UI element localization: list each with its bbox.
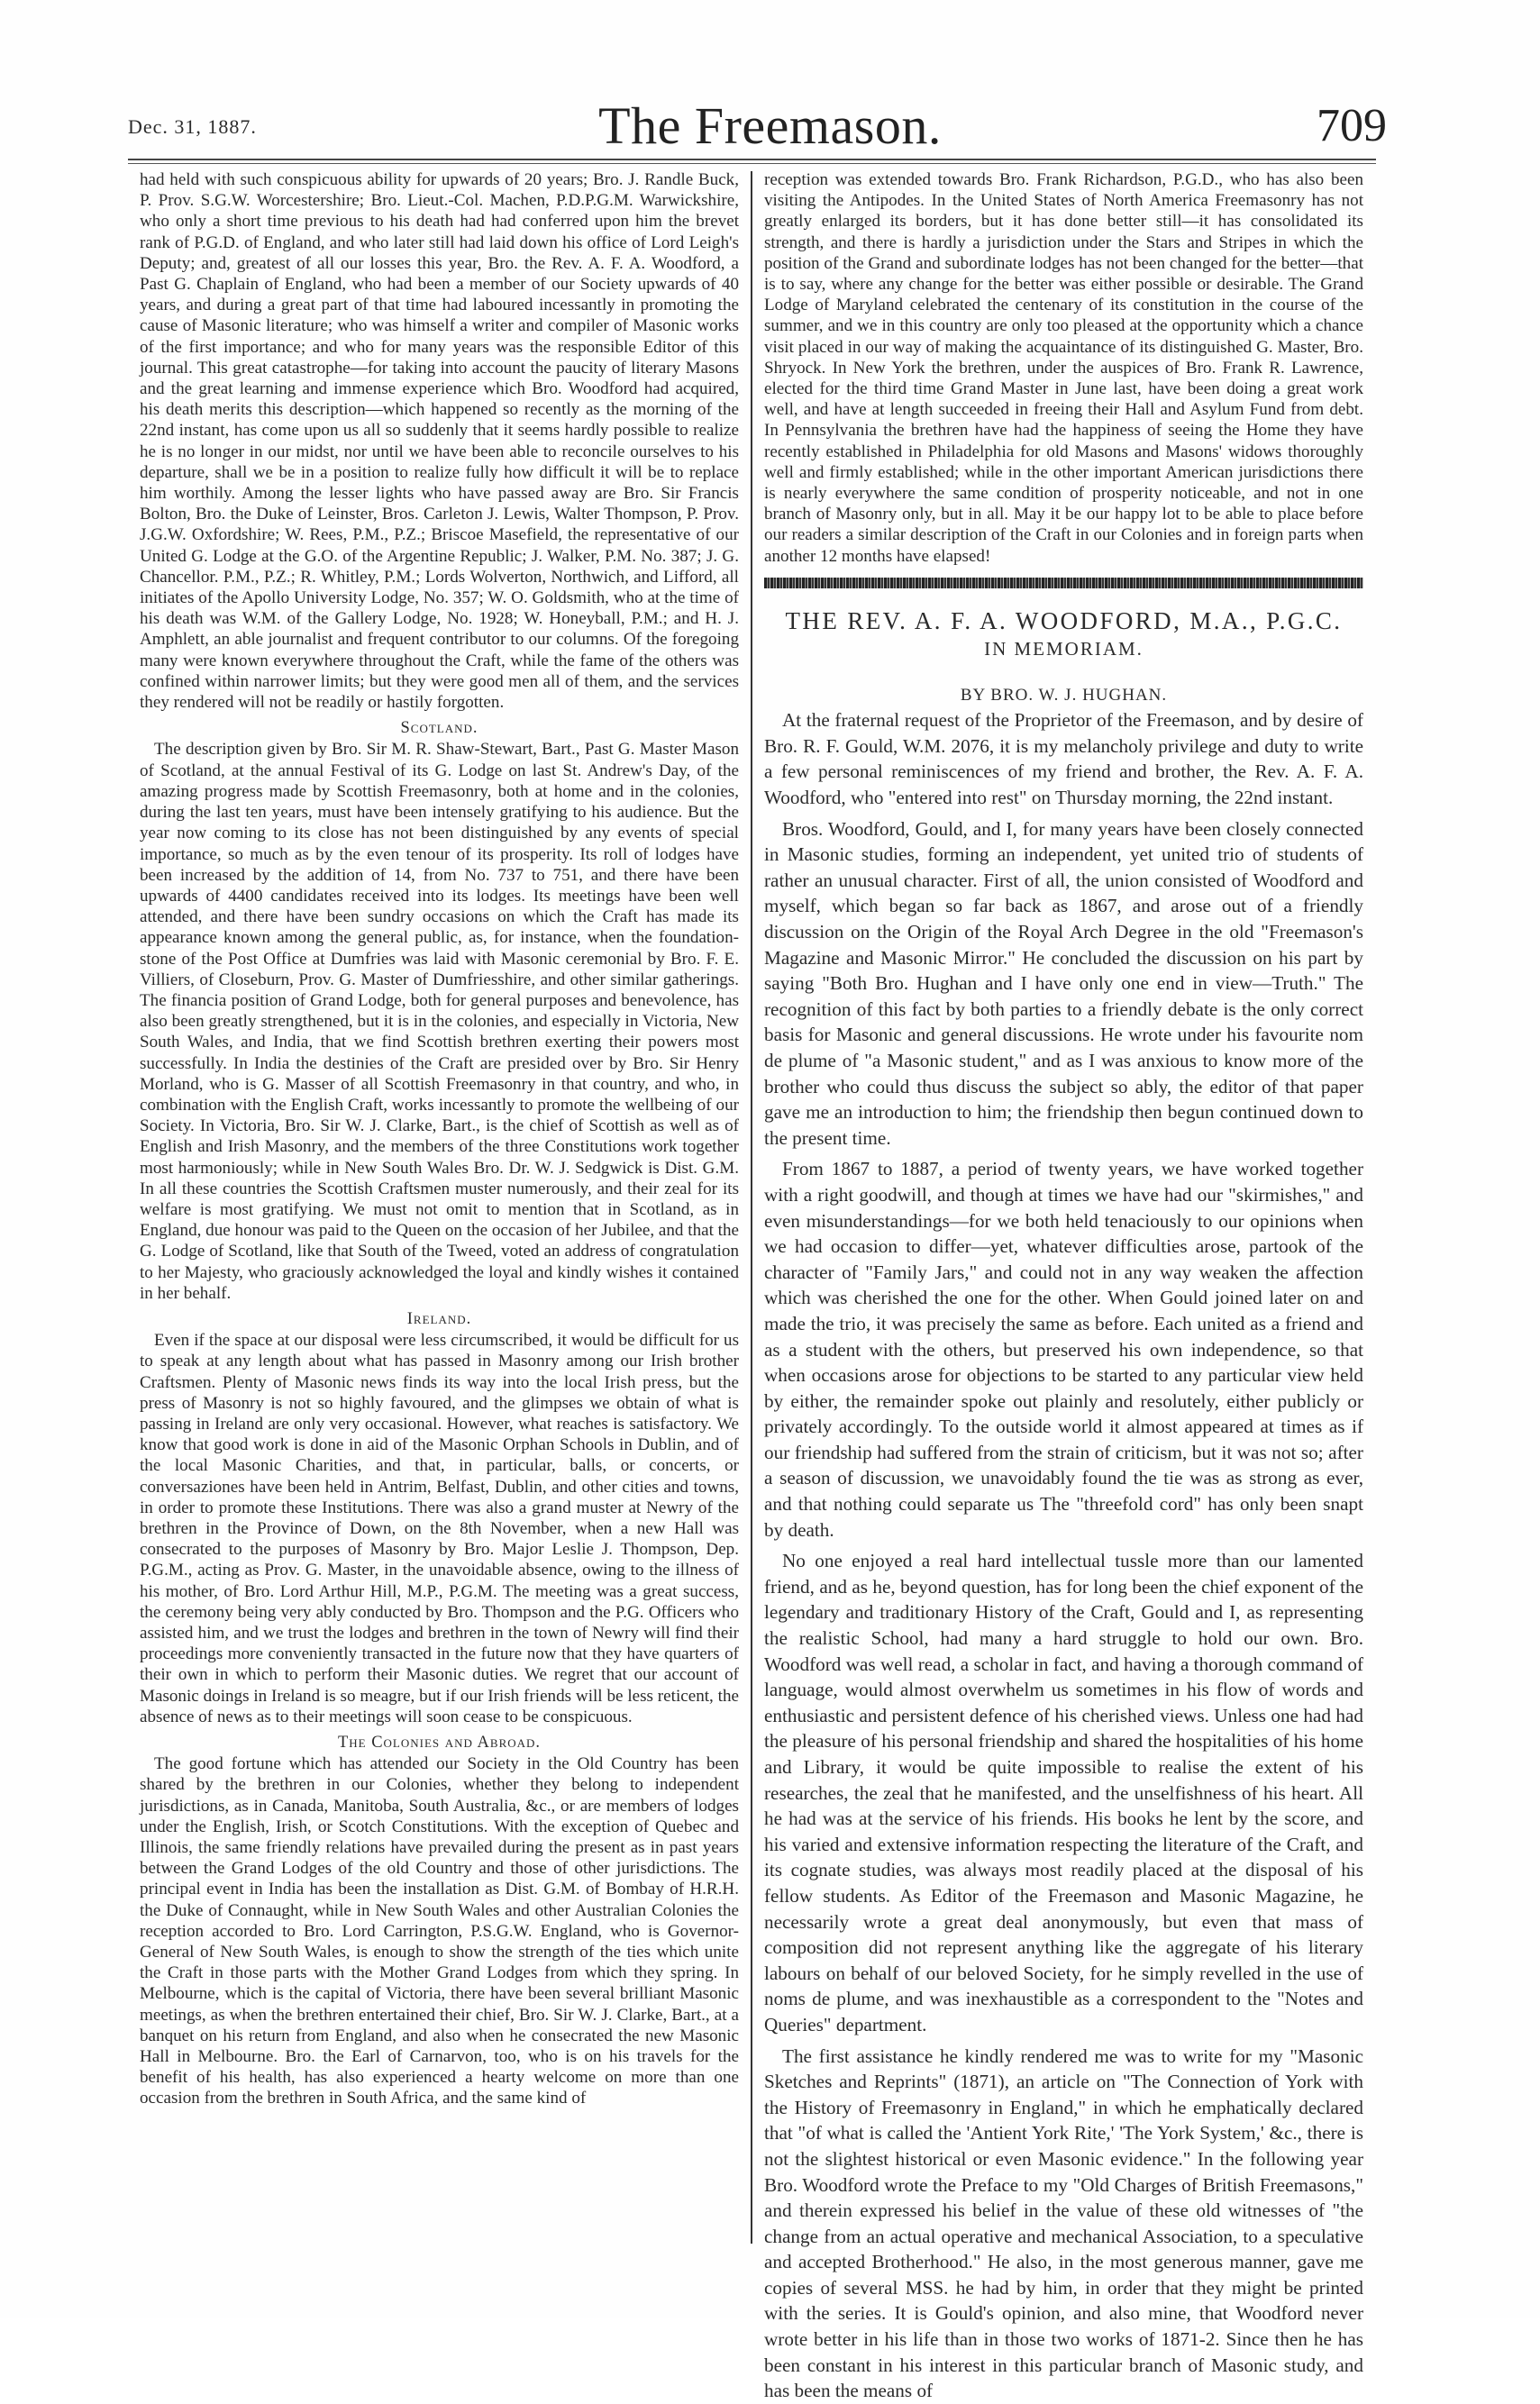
article-subtitle: IN MEMORIAM. (984, 637, 1144, 660)
header-rule (128, 159, 1376, 160)
paragraph-scotland: The description given by Bro. Sir M. R. Shaw-Stewart, Bart., Past G. Master Mason of Scotland, at the annual Festival of its G. Lodge on last St. Andrew's Day, of the amazing progress made by Scottish Freemasonry, both at home and in the colonies, during the last ten years, must have been intensely gratifying to his audience. But the year now coming to its close has not been distinguished by any events of special importance, so much as by the even tenour of its prosperity. Its roll of lodges have been increased by the addition of 14, from No. 737 to 751, and there have been upwards of 4400 candidates received into its lodges. Its meetings have been well attended, and there have been sundry occasions on which the Craft has made its appearance known among the general public, as, for instance, when the foundation-stone of the Post Office at Dumfries was laid with Masonic ceremonial by Bro. F. E. Villiers, of Closeburn, Prov. G. Master of Dumfriesshire, and other similar gatherings. The financia position of Grand Lodge, both for general purposes and benevolence, has also been greatly strengthened, but it is in the colonies, and especially in Victoria, New South Wales, and India, that we find Scottish brethren exerting their powers most successfully. In India the destinies of the Craft are presided over by Bro. Sir Henry Morland, who is G. Masser of all Scottish Freemasonry in that country, and who, in combination with the English Craft, works incessantly to promote the wellbeing of our Society. In Victoria, Bro. Sir W. J. Clarke, Bart., is the chief of Scottish as well as of English and Irish Masonry, and the members of the three Constitutions work together most harmoniously; while in New South Wales Bro. Dr. W. J. Sedgwick is Dist. G.M. In all these countries the Scottish Craftsmen muster numerously, and their zeal for its welfare is most gratifying. We must not omit to mention that in Scotland, as in England, due honour was paid to the Queen on the occasion of her Jubilee, and that the G. Lodge of Scotland, like that South of the Tweed, voted an address of congratulation to her Majesty, who graciously acknowledged the loyal and kindly wishes it contained in her behalf. (140, 740, 739, 1303)
section-heading-ireland: Ireland. (406, 1309, 472, 1328)
paragraph-colonies: The good fortune which has attended our Society in the Old Country has been shared by the brethren in our Colonies, whether they belong to independent jurisdictions, as in Canada, Manitoba, South Australia, &c., or are members of lodges under the English, Irish, or Scotch Constitutions. With the exception of Quebec and Illinois, the same friendly relations have prevailed during the present as in past years between the Grand Lodges of the old Country and those of other jurisdictions. The principal event in India has been the installation as Dist. G.M. of Bombay of H.R.H. the Duke of Connaught, while in New South Wales and other Australian Colonies the reception accorded to Bro. Lord Carrington, P.S.G.W. England, who is Governor-General of New South Wales, is enough to show the strength of the ties which unite the Craft in those parts with the Mother Grand Lodges from which they spring. In Melbourne, which is the capital of Victoria, there have been several brilliant Masonic meetings, as when the brethren entertained their chief, Bro. Sir W. J. Clarke, Bart., at a banquet on his return from England, and also when he consecrated the new Masonic Hall in Melbourne. Bro. the Earl of Carnarvon, too, who is on his travels for the benefit of his health, has also experienced a hearty welcome on more than one occasion from the brethren in South Africa, and the same kind of (140, 1754, 739, 2108)
column-divider (751, 171, 752, 2244)
article-body (764, 707, 1363, 2404)
article-paragraph: No one enjoyed a real hard intellectual tussle more than our lamented friend, and as he, beyond question, has for long been the chief exponent of the legendary and traditionary History of the Craft, Gould and I, as representing the realistic School, had many a hard struggle to hold our own. Bro. Woodford was well read, a scholar in fact, and having a thorough command of language, would almost overwhelm us sometimes in his flow of words and enthusiastic and persistent defence of his cherished views. Unless one had had the pleasure of his personal friendship and shared the hospitalities of his home and Library, it would be quite impossible to realise the extent of his researches, the zeal that he manifested, and the unselfishness of his heart. All he had was at the service of his friends. His books he lent by the score, and his varied and extensive information respecting the literature of the Craft, and its cognate studies, was always most readily placed at the disposal of his fellow students. As Editor of the Freemason and Masonic Magazine, he necessarily wrote a great deal anonymously, but even that mass of composition did not represent anything like the aggregate of his literary labours on behalf of our beloved Society, for he simply revelled in the use of noms de plume, and was inexhaustible as a correspondent to the "Notes and Queries" department. (764, 1550, 1363, 2035)
right-column (764, 169, 1363, 2402)
article-byline: BY BRO. W. J. HUGHAN. (960, 686, 1168, 706)
header-date: Dec. 31, 1887. (128, 115, 257, 138)
article-paragraph: The first assistance he kindly rendered me was to write for my "Masonic Sketches and Reprints" (1871), an article on "The Connection of York with the History of Freemasonry in England," in which he emphatically declared that "of what is called the 'Antient York Rite,' 'The York System,' &c., there is not the slightest historical or even Masonic evidence." In the following year Bro. Woodford wrote the Preface to my "Old Charges of British Freemasons," and therein expressed his belief in the value of these old witnesses of "the change from an actual operative and mechanical Association, to a speculative and accepted Brotherhood." He also, in the most generous manner, gave me copies of several MSS. he had by him, in order that they might be printed with the series. It is Gould's opinion, and also mine, that Woodford never wrote better in his life than in those two works of 1871-2. Since then he has been constant in his interest in this particular branch of Masonic study, and has been the means of (764, 2044, 1363, 2402)
paragraph-continued: reception was extended towards Bro. Frank Richardson, P.G.D., who has also been visiting the Antipodes. In the United States of North America Freemasonry has not greatly enlarged its borders, but it has done better still—it has consolidated its strength, and there is hardly a jurisdiction under the Stars and Stripes in which the position of the Grand and subordinate lodges has not been changed for the better—that is to say, where any change for the better was either possible or desirable. The Grand Lodge of Maryland celebrated the centenary of its constitution in the course of the summer, and we in this country are only too pleased at the opportunity which a chance visit placed in our way of making the acquaintance of its distinguished G. Master, Bro. Shryock. In New York the brethren, under the auspices of Bro. Frank R. Lawrence, elected for the third time Grand Master in June last, have been doing a great work well, and have at length succeeded in freeing their Hall and Asylum Fund from debt. In Pennsylvania the brethren have had the happiness of seeing the Home they have recently established in Philadelphia for old Masons and Masons' widows thoroughly well and firmly established; while in the other important American jurisdictions there is nearly everywhere the same condition of prosperity noticeable, and not in one branch of Masonry only, but in all. May it be our happy lot to be able to place before our readers a similar description of the Craft in our Colonies and in foreign parts when another 12 months have elapsed! (764, 170, 1363, 566)
article-title: THE REV. A. F. A. WOODFORD, M.A., P.G.C. (785, 606, 1343, 634)
section-heading-colonies: The Colonies and Abroad. (337, 1734, 542, 1753)
article-paragraph: At the fraternal request of the Proprietor of the Freemason, and by desire of Bro. R. F. Gould, W.M. 2076, it is my melancholy privilege and duty to write a few personal reminiscences of my friend and brother, the Rev. A. F. A. Woodford, who "entered into rest" on Thursday morning, the 22nd instant. (764, 709, 1363, 809)
paragraph-ireland: Even if the space at our disposal were less circumscribed, it would be difficult for us to speak at any length about what has passed in Masonry among our Irish brother Craftsmen. Plenty of Masonic news finds its way into the local Irish press, but the press of Masonry is not so highly favoured, and the glimpses we obtain of what is passing in Ireland are only very occasional. However, what reaches is satisfactory. We know that good work is done in aid of the Masonic Orphan Schools in Dublin, and of the local Masonic Charities, and that, in particular, balls, or concerts, or conversaziones have been held in Antrim, Belfast, Dublin, and other cities and towns, in order to promote these Institutions. There was also a grand muster at Newry of the brethren in the Province of Down, on the 8th November, when a new Hall was consecrated to the purposes of Masonry by Bro. Major Leslie J. Thompson, Dep. P.G.M., acting as Prov. G. Master, in the unavoidable absence, owing to the illness of his mother, of Bro. Lord Arthur Hill, M.P., P.G.M. The meeting was a great success, the ceremony being very ably conducted by Bro. Thompson and the P.G. Officers who assisted him, and we trust the lodges and brethren in the town of Newry will find their proceedings more conveniently transacted in the future now that they have quarters of their own in which to perform their Masonic duties. We regret that our account of Masonic doings in Ireland is so meagre, but if our Irish friends will be less reticent, the absence of news as to their meetings will soon cease to be conspicuous. (140, 1331, 739, 1726)
masthead-title: The Freemason. (598, 96, 942, 155)
ornamental-rule (764, 578, 1363, 588)
paragraph-obituaries: had held with such conspicuous ability for upwards of 20 years; Bro. J. Randle Buck, P. Prov. S.G.W. Worcestershire; Bro. Lieut.-Col. Machen, P.D.P.G.M. Warwickshire, who only a short time previous to his death had had conferred upon him the brevet rank of P.G.D. of England, and who later still had laid down his office of Lord Leigh's Deputy; and, greatest of all our losses this year, Bro. the Rev. A. F. A. Woodford, a Past G. Chaplain of England, who had been a member of our Society upwards of 40 years, and during a great part of that time had laboured incessantly in promoting the cause of Masonic literature; who was himself a writer and compiler of Masonic works of the first importance; and who for many years was the responsible Editor of this journal. This great catastrophe—for taking into account the paucity of literary Masons and the great learning and immense experience which Bro. Woodford had acquired, his death merits this description—which happened so recently as the morning of the 22nd instant, has come upon us all so suddenly that it seems hardly possible to realize he is no longer in our midst, nor until we have been able to reconcile ourselves to his departure, shall we be in a position to realize fully how difficult it will be to replace him worthily. Among the lesser lights who have passed away are Bro. Sir Francis Bolton, Bro. the Duke of Leinster, Bros. Carleton J. Lewis, Walter Thompson, P. Prov. J.G.W. Oxfordshire; W. Rees, P.M., P.Z.; Briscoe Masefield, the representative of our United G. Lodge at the G.O. of the Argentine Republic; J. Walker, P.M. No. 387; J. G. Chancellor. P.M., P.Z.; R. Whitley, P.M.; Lords Wolverton, Northwich, and Lifford, all initiates of the Apollo University Lodge, No. 357; W. O. Goldsmith, who at the time of his death was W.M. of the Gallery Lodge, No. 1928; W. Honeyball, P.M.; and H. J. Amphlett, an able journalist and frequent contributor to our columns. Of the foregoing many were known everywhere throughout the Craft, while the fame of the others was confined within narrower limits; but they were good men all of them, and the services they rendered will not be readily or hastily forgotten. (140, 170, 739, 713)
section-heading-scotland: Scotland. (400, 719, 478, 738)
article-paragraph: From 1867 to 1887, a period of twenty years, we have worked together with a right goodwill, and though at times we have had our "skirmishes," and even misunderstandings—for we both held tenaciously to our opinions when we had occasion to differ—yet, whatever difficulties arose, partook of the character of "Family Jars," and could not in any way weaken the affection which was cherished the one for the other. When Gould joined later on and made the trio, it was precisely the same as before. Each united as a friend and as a student with the others, but preserved his own independence, so that when occasions arose for objections to be started to any particular view held by either, the remainder spoke out plainly and resolutely, either publicly or privately accordingly. To the outside world it almost appeared at times as if our friendship had suffered from the strain of criticism, but it was not so; after a season of discussion, we unavoidably found the tie was as strong as ever, and that nothing could separate us The "threefold cord" has only been snapt by death. (764, 1158, 1363, 1541)
article-paragraph: Bros. Woodford, Gould, and I, for many years have been closely connected in Masonic studies, forming an independent, yet united trio of students of rather an unusual character. First of all, the union consisted of Woodford and myself, which began so far back as 1867, and arose out of a friendly discussion on the Origin of the Royal Arch Degree in the old "Freemason's Magazine and Masonic Mirror." He concluded the discussion on his part by saying "Both Bro. Hughan and I have only one end in view—Truth." The recognition of this fact by both parties to a friendly debate is the only correct basis for Masonic and general discussions. He wrote under his favourite nom de plume of "a Masonic student," and as I was anxious to know more of the brother who could thus discuss the subject so ably, the editor of that paper gave me an introduction to him; the friendship then begun continued down to the present time. (764, 817, 1363, 1149)
page-number: 709 (1317, 100, 1387, 151)
header-rule-thin (128, 163, 1376, 164)
left-column (140, 169, 739, 2251)
